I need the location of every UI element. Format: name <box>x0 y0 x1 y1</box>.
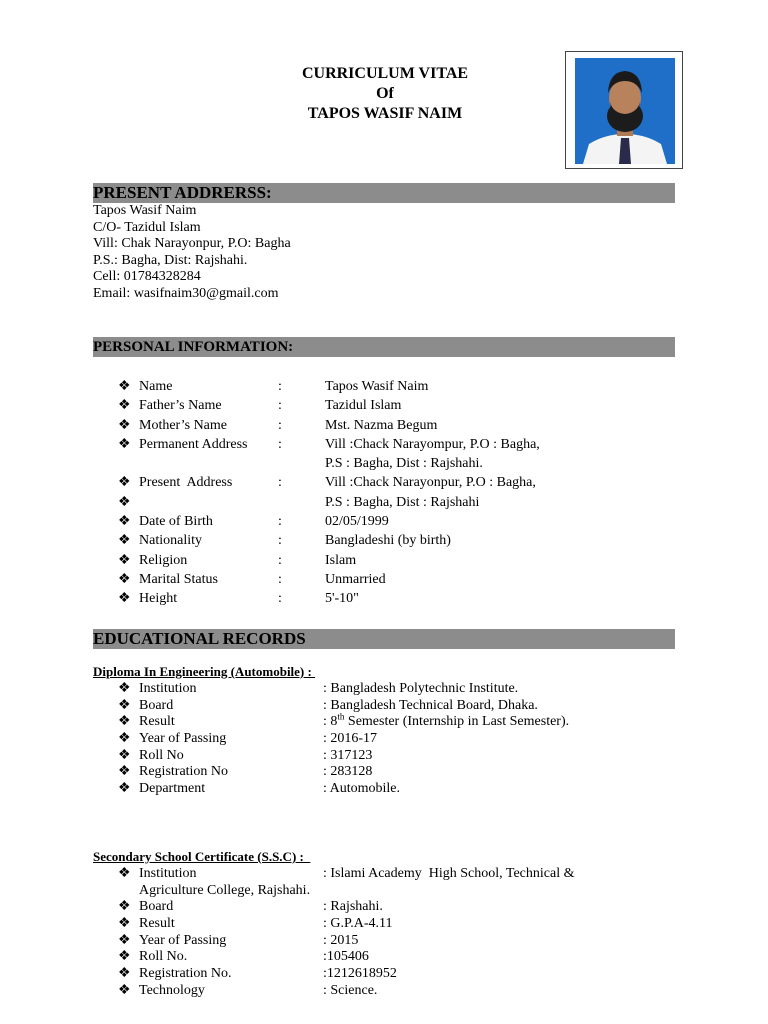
edu-label: Year of Passing <box>139 932 227 948</box>
edu-value: : 2015 <box>323 932 359 948</box>
info-colon: : <box>278 475 282 491</box>
info-colon: : <box>278 436 282 452</box>
cv-title-block <box>200 64 570 124</box>
edu-value: : Islami Academy High School, Technical & <box>323 866 575 881</box>
diamond-bullet-icon: ❖ <box>118 899 131 915</box>
cv-owner-name: TAPOS WASIF NAIM <box>307 105 463 122</box>
address-line: P.S.: Bagha, Dist: Rajshahi. <box>93 252 248 268</box>
edu-label: Department <box>139 781 206 797</box>
info-row-present-address <box>118 473 678 492</box>
diamond-bullet-icon: ❖ <box>118 747 131 763</box>
info-row-name <box>118 377 678 396</box>
ssc-row-institution-cont <box>118 883 678 900</box>
info-label: Nationality <box>139 533 202 549</box>
portrait-photo <box>565 51 683 169</box>
diamond-bullet-icon: ❖ <box>118 475 131 491</box>
edu-value: : Bangladesh Polytechnic Institute. <box>323 681 519 696</box>
edu-label: Result <box>139 916 175 932</box>
info-label: Marital Status <box>139 571 218 587</box>
ssc-row-year <box>118 933 678 950</box>
diamond-bullet-icon: ❖ <box>118 494 131 510</box>
info-value: P.S : Bagha, Dist : Rajshahi <box>325 494 480 510</box>
edu-label: Institution <box>139 866 197 881</box>
edu-label: Technology <box>139 982 205 998</box>
address-line: Vill: Chak Narayonpur, P.O: Bagha <box>93 236 291 251</box>
diploma-row-year <box>118 731 678 748</box>
diamond-bullet-icon: ❖ <box>118 697 131 713</box>
info-row-dob <box>118 512 678 531</box>
edu-label: Roll No. <box>139 949 188 965</box>
cv-title: CURRICULUM VITAE <box>301 65 469 82</box>
info-value: P.S : Bagha, Dist : Rajshahi. <box>325 456 483 472</box>
edu-label: Registration No. <box>139 966 232 982</box>
info-row-height <box>118 589 678 608</box>
info-value: Tazidul Islam <box>325 398 402 414</box>
info-row-marital-status <box>118 570 678 589</box>
edu-label: Year of Passing <box>139 731 227 747</box>
diamond-bullet-icon: ❖ <box>118 982 131 998</box>
ssc-row-registration <box>118 966 678 983</box>
ssc-row-institution <box>118 866 678 883</box>
info-row-mother <box>118 416 678 435</box>
info-value: 02/05/1999 <box>325 514 389 530</box>
diamond-bullet-icon: ❖ <box>118 398 131 414</box>
info-row-father <box>118 396 678 415</box>
edu-value-post: Semester (Internship in Last Semester). <box>344 714 570 730</box>
diamond-bullet-icon: ❖ <box>118 681 131 696</box>
edu-value: : Automobile. <box>323 781 400 797</box>
portrait-photo-icon <box>575 58 675 164</box>
info-row-religion <box>118 551 678 570</box>
info-row-nationality <box>118 531 678 550</box>
diamond-bullet-icon: ❖ <box>118 731 131 747</box>
diamond-bullet-icon: ❖ <box>118 714 131 730</box>
ssc-row-roll <box>118 949 678 966</box>
info-colon: : <box>278 571 282 587</box>
info-value: 5'-10" <box>325 591 359 607</box>
section-personal-information: PERSONAL INFORMATION: <box>93 337 675 357</box>
edu-label: Board <box>139 697 174 713</box>
info-colon: : <box>278 533 282 549</box>
diamond-bullet-icon: ❖ <box>118 552 131 568</box>
info-value: Vill :Chack Narayompur, P.O : Bagha, <box>325 436 540 452</box>
diploma-row-institution <box>118 681 678 698</box>
diploma-row-board <box>118 698 678 715</box>
diamond-bullet-icon: ❖ <box>118 866 131 881</box>
ssc-list <box>118 866 678 1000</box>
edu-label: Roll No <box>139 747 184 763</box>
ssc-row-result <box>118 916 678 933</box>
edu-value <box>323 711 570 731</box>
info-value: Unmarried <box>325 571 386 587</box>
diamond-bullet-icon: ❖ <box>118 379 131 394</box>
diamond-bullet-icon: ❖ <box>118 932 131 948</box>
info-colon: : <box>278 417 282 433</box>
edu-value-pre: : 8 <box>323 714 338 730</box>
info-label: Name <box>139 379 173 394</box>
edu-value: : Science. <box>323 982 378 998</box>
info-colon: : <box>278 379 282 394</box>
cv-title-of: Of <box>376 85 394 102</box>
diamond-bullet-icon: ❖ <box>118 781 131 797</box>
address-cell: Cell: 01784328284 <box>93 269 201 284</box>
diploma-row-registration <box>118 764 678 781</box>
edu-value: : G.P.A-4.11 <box>323 916 393 932</box>
info-label: Date of Birth <box>139 514 213 530</box>
info-row-permanent-address <box>118 435 678 454</box>
info-value: Mst. Nazma Begum <box>325 417 438 433</box>
address-line: Tapos Wasif Naim <box>93 203 197 218</box>
diploma-list <box>118 681 678 798</box>
address-line: C/O- Tazidul Islam <box>93 219 201 235</box>
section-educational-records: EDUCATIONAL RECORDS <box>93 629 675 649</box>
present-address-block <box>93 203 291 302</box>
info-row-permanent-address-cont <box>118 454 678 473</box>
diamond-bullet-icon: ❖ <box>118 591 131 607</box>
edu-value: : 317123 <box>323 747 373 763</box>
diploma-row-roll <box>118 748 678 765</box>
ssc-row-technology <box>118 983 678 1000</box>
info-label: Religion <box>139 552 188 568</box>
address-email: Email: wasifnaim30@gmail.com <box>93 285 279 301</box>
edu-label: Institution <box>139 681 197 696</box>
section-present-address: PRESENT ADDRERSS: <box>93 183 675 203</box>
info-value: Vill :Chack Narayonpur, P.O : Bagha, <box>325 475 536 491</box>
edu-value: : Rajshahi. <box>323 899 383 915</box>
info-row-present-address-cont <box>118 493 678 512</box>
diamond-bullet-icon: ❖ <box>118 571 131 587</box>
edu-value: :105406 <box>323 949 369 965</box>
info-colon: : <box>278 398 282 414</box>
edu-value: : Bangladesh Technical Board, Dhaka. <box>323 697 538 713</box>
info-value: Tapos Wasif Naim <box>325 379 429 394</box>
diamond-bullet-icon: ❖ <box>118 436 131 452</box>
info-label: Father’s Name <box>139 398 222 414</box>
ssc-row-board <box>118 899 678 916</box>
diamond-bullet-icon: ❖ <box>118 916 131 932</box>
info-colon: : <box>278 591 282 607</box>
diamond-bullet-icon: ❖ <box>118 949 131 965</box>
edu-value: : 2016-17 <box>323 731 378 747</box>
personal-info-list <box>118 377 678 609</box>
info-label: Permanent Address <box>139 436 248 452</box>
diamond-bullet-icon: ❖ <box>118 966 131 982</box>
info-value: Islam <box>325 552 357 568</box>
info-label: Mother’s Name <box>139 417 227 433</box>
diamond-bullet-icon: ❖ <box>118 533 131 549</box>
info-label: Height <box>139 591 178 607</box>
edu-label: Board <box>139 899 174 915</box>
edu-value-sup: th <box>337 711 345 722</box>
edu-value: : 283128 <box>323 764 373 780</box>
edu-value: :1212618952 <box>323 966 397 982</box>
info-value: Bangladeshi (by birth) <box>325 533 451 549</box>
diploma-row-department <box>118 781 678 798</box>
info-label: Present Address <box>139 475 233 491</box>
info-colon: : <box>278 514 282 530</box>
diamond-bullet-icon: ❖ <box>118 417 131 433</box>
edu-label: Agriculture College, Rajshahi. <box>139 882 311 898</box>
diploma-heading: Diploma In Engineering (Automobile) : <box>93 664 316 679</box>
diamond-bullet-icon: ❖ <box>118 764 131 780</box>
edu-label: Result <box>139 714 175 730</box>
edu-label: Registration No <box>139 764 229 780</box>
ssc-heading: Secondary School Certificate (S.S.C) : <box>93 849 311 864</box>
info-colon: : <box>278 552 282 568</box>
diamond-bullet-icon: ❖ <box>118 514 131 530</box>
diploma-row-result <box>118 711 678 731</box>
